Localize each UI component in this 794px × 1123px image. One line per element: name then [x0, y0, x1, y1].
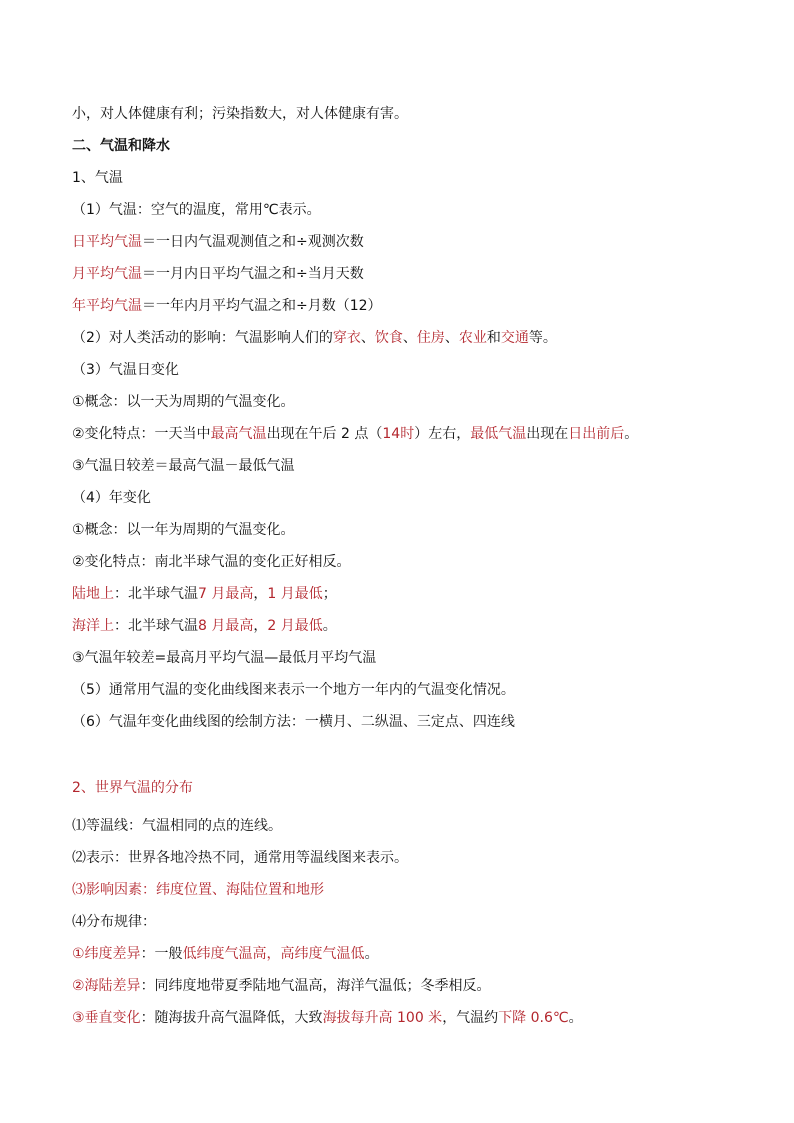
text-line [72, 514, 722, 546]
highlight-label: 海洋上 [72, 618, 114, 634]
highlight-text: 饮食 [374, 330, 403, 346]
text-line [72, 322, 722, 354]
text-fragment: ②变化特点：一天当中 [72, 426, 211, 442]
highlight-label: 日平均气温 [72, 234, 142, 250]
text-line [72, 386, 722, 418]
highlight-text: 7 月最高 [198, 586, 254, 602]
text-fragment: 。 [568, 1010, 583, 1026]
highlight-label: ②海陆差异 [72, 978, 141, 994]
text-fragment: 。 [322, 618, 337, 634]
text-fragment: ：同纬度地带夏季陆地气温高，海洋气温低；冬季相反。 [140, 978, 491, 994]
highlight-label: 月平均气温 [72, 266, 142, 282]
subheading-text: （4）年变化 [72, 490, 151, 506]
text-fragment: 。 [364, 946, 379, 962]
text-fragment: ， [253, 618, 268, 634]
text-line [72, 906, 722, 938]
highlight-text: 穿衣 [332, 330, 361, 346]
highlight-text: 2 月最低 [267, 618, 323, 634]
section-heading-text: 二、气温和降水 [72, 138, 170, 154]
text-line [72, 98, 722, 130]
text-line [72, 578, 722, 610]
text-fragment: ：北半球气温 [114, 618, 198, 634]
text-fragment: ，气温约 [442, 1010, 499, 1026]
text-fragment: 。 [624, 426, 639, 442]
text-fragment: 和 [486, 330, 501, 346]
text-fragment: ）左右， [414, 426, 471, 442]
text-line [72, 610, 722, 642]
text-line [72, 418, 722, 450]
text-line [72, 810, 722, 842]
highlight-label: ③垂直变化 [72, 1010, 141, 1026]
highlight-text: 交通 [500, 330, 529, 346]
text-line [72, 842, 722, 874]
text-line [72, 970, 722, 1002]
formula-text: ＝一月内日平均气温之和÷当月天数 [142, 266, 364, 282]
text-fragment: ③气温日较差＝最高气温－最低气温 [72, 458, 295, 474]
subheading-line [72, 482, 722, 514]
subheading-text: （3）气温日变化 [72, 362, 179, 378]
text-fragment: 、 [444, 330, 459, 346]
highlight-text: 最低气温 [470, 426, 527, 442]
formula-line [72, 290, 722, 322]
text-fragment: ⑷分布规律： [72, 914, 156, 930]
text-fragment: 等。 [528, 330, 557, 346]
text-line [72, 450, 722, 482]
text-line [72, 938, 722, 970]
highlight-text: 日出前后 [568, 426, 625, 442]
subsection-heading-text: 1、气温 [72, 170, 123, 186]
text-fragment: ③气温年较差=最高月平均气温—最低月平均气温 [72, 650, 377, 666]
text-fragment: 出现在 [526, 426, 569, 442]
section-heading [72, 130, 722, 162]
formula-text: ＝一年内月平均气温之和÷月数（12） [142, 298, 382, 314]
text-fragment: （6）气温年变化曲线图的绘制方法：一横月、二纵温、三定点、四连线 [72, 714, 515, 730]
highlight-text: 住房 [416, 330, 445, 346]
highlight-label: 陆地上 [72, 586, 114, 602]
text-line [72, 674, 722, 706]
text-fragment: ； [322, 586, 337, 602]
text-line [72, 874, 722, 906]
text-fragment: ②变化特点：南北半球气温的变化正好相反。 [72, 554, 351, 570]
highlight-label: ①纬度差异 [72, 946, 141, 962]
highlight-text: 农业 [458, 330, 487, 346]
highlight-text: 最高气温 [210, 426, 267, 442]
text-fragment: ⑵表示：世界各地冷热不同，通常用等温线图来表示。 [72, 850, 408, 866]
text-fragment: （2）对人类活动的影响：气温影响人们的 [72, 330, 333, 346]
text-fragment: 小，对人体健康有利；污染指数大，对人体健康有害。 [72, 106, 408, 122]
text-fragment: ， [253, 586, 268, 602]
text-fragment: ：一般 [140, 946, 183, 962]
text-fragment: 、 [360, 330, 375, 346]
highlight-text: 下降 0.6℃ [498, 1010, 569, 1026]
text-line [72, 642, 722, 674]
highlight-text: 海拔每升高 100 米 [322, 1010, 443, 1026]
highlight-text: ⑶影响因素：纬度位置、海陆位置和地形 [72, 882, 324, 898]
section-spacer [72, 738, 722, 772]
text-fragment: ①概念：以一年为周期的气温变化。 [72, 522, 295, 538]
text-fragment: ⑴等温线：气温相同的点的连线。 [72, 818, 282, 834]
text-line [72, 1002, 722, 1034]
text-line [72, 194, 722, 226]
highlight-text: 1 月最低 [267, 586, 323, 602]
text-line [72, 546, 722, 578]
subsection-heading [72, 772, 722, 804]
subsection-heading [72, 162, 722, 194]
document-content [72, 98, 722, 1034]
highlight-text: 14时 [382, 426, 415, 442]
text-fragment: 出现在午后 2 点（ [266, 426, 383, 442]
text-fragment: （1）气温：空气的温度，常用℃表示。 [72, 202, 321, 218]
text-fragment: （5）通常用气温的变化曲线图来表示一个地方一年内的气温变化情况。 [72, 682, 515, 698]
formula-line [72, 226, 722, 258]
formula-text: ＝一日内气温观测值之和÷观测次数 [142, 234, 364, 250]
formula-line [72, 258, 722, 290]
text-fragment: ①概念：以一天为周期的气温变化。 [72, 394, 295, 410]
highlight-text: 8 月最高 [198, 618, 254, 634]
subsection-heading-text: 2、世界气温的分布 [72, 780, 193, 796]
text-fragment: 、 [402, 330, 417, 346]
highlight-text: 低纬度气温高，高纬度气温低 [182, 946, 365, 962]
subheading-line [72, 354, 722, 386]
text-fragment: ：随海拔升高气温降低，大致 [140, 1010, 323, 1026]
text-line [72, 706, 722, 738]
text-fragment: ：北半球气温 [114, 586, 198, 602]
highlight-label: 年平均气温 [72, 298, 142, 314]
